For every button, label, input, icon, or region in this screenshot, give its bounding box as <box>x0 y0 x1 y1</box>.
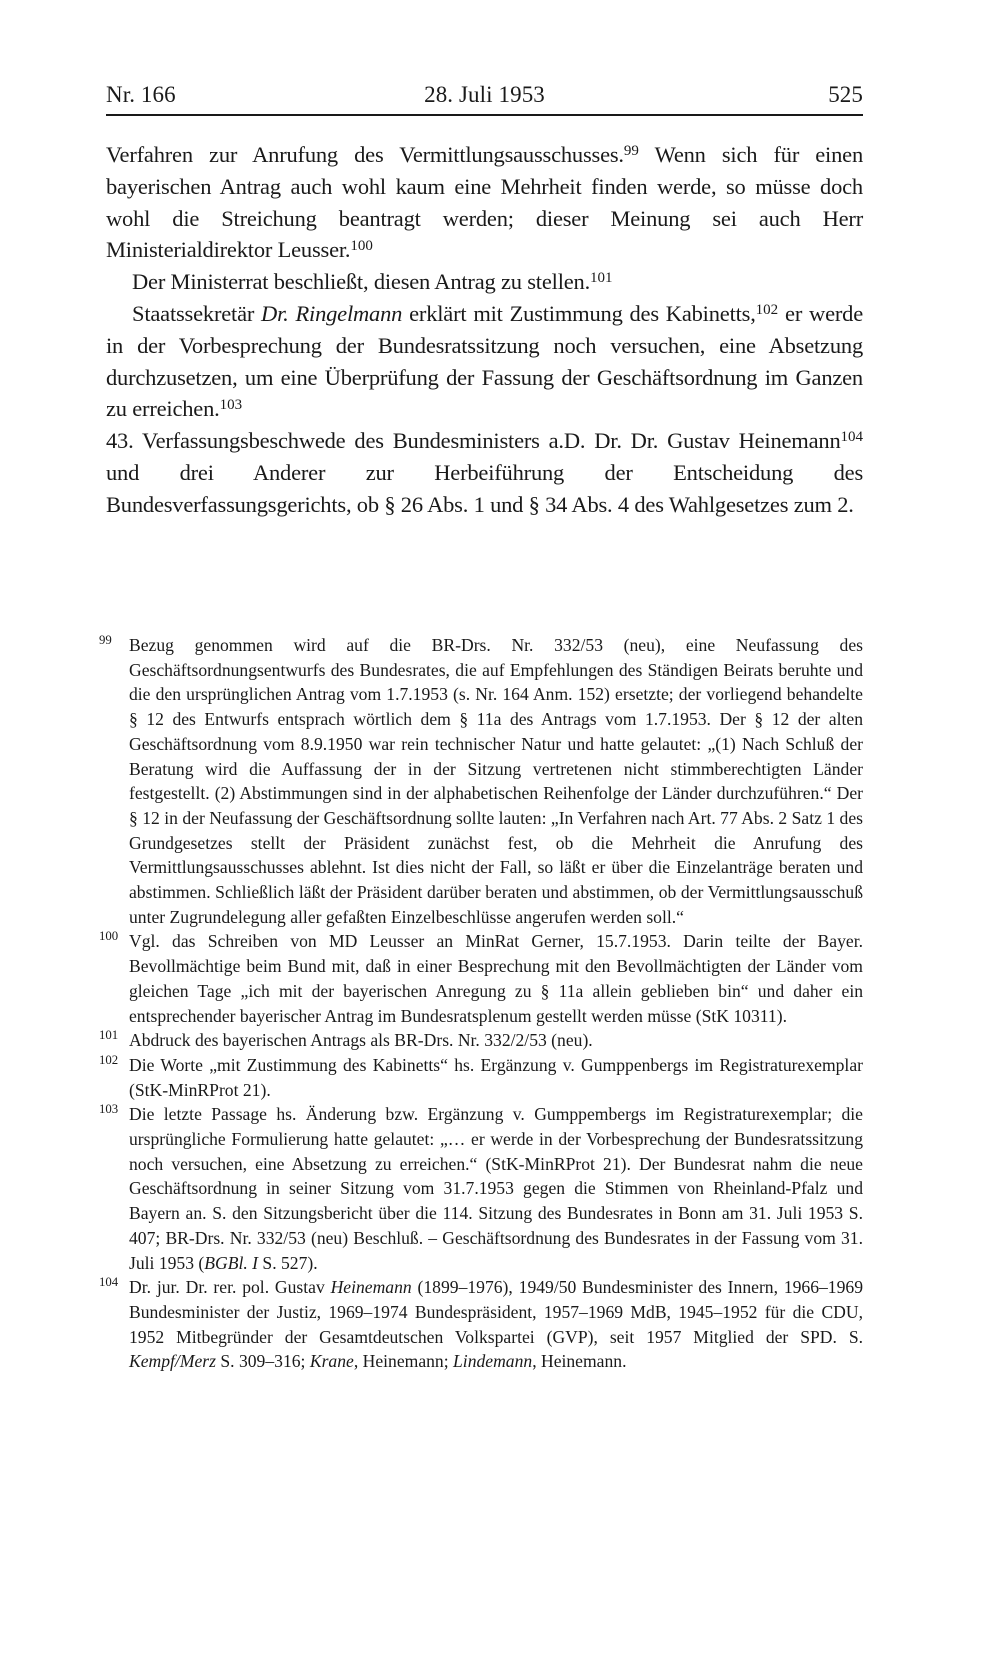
footnote-ref: 100 <box>350 238 373 255</box>
text-run: (1899–1976), 1949/50 Bundesminister des Innern, 1966–1969 Bundesminister der Justiz, 1969–1974 Bundespräsident, 1957–1969 MdB, 1945–1952 für die CDU, 1952 Mitbegründer der Gesamtdeutschen Volkspartei (GVP), seit 1957 Mitglied der SPD. S. <box>129 1277 863 1347</box>
text-run: Die letzte Passage hs. Änderung bzw. Ergänzung v. Gumppembergs im Registraturexemplar; die ursprüngliche Formulierung hatte gelautet: „… er werde in der Vorbesprechung der Bundesratssitzung noch versuchen, eine Absetzung zu erreichen.“ (StK-MinRProt 21). Der Bundesrat nahm die neue Geschäftsordnung in seiner Sitzung vom 31.7.1953 gegen die Stimmen von Rheinland-Pfalz und Bayern an. S. den Sitzungsbericht über die 114. Sitzung des Bundesrates in Bonn am 31. Juli 1953 S. 407; BR-Drs. Nr. 332/53 (neu) Beschluß. – Geschäftsordnung des Bundesrates in der Fassung vom 31. Juli 1953 ( <box>129 1104 863 1273</box>
footnote-number: 104 <box>99 1275 119 1290</box>
footnote-number: 102 <box>99 1052 119 1067</box>
footnote-number: 99 <box>99 633 112 647</box>
italic-text: Krane <box>309 1351 354 1372</box>
footnote <box>99 1275 863 1374</box>
text-run: Bezug genommen wird auf die BR-Drs. Nr. 332/53 (neu), eine Neufassung des Geschäftsordnungsentwurfs des Bundesrates, die auf Empfehlungen des Ständigen Beirats beruhte und die den ursprünglichen Antrag vom 1.7.1953 (s. Nr. 164 Anm. 152) ersetzte; der vorliegend behandelte § 12 des Entwurfs entsprach wörtlich dem § 11a des Antrags vom 1.7.1953. Der § 12 der alten Geschäftsordnung vom 8.9.1950 war rein technischer Natur und hatte gelautet: „(1) Nach Schluß der Beratung wird die Auffassung der in der Sitzung vertretenen nicht stimmberechtigten Länder festgestellt. (2) Abstimmungen sind in der alphabetischen Reihenfolge der Länder durchzuführen.“ Der § 12 in der Neufassung der Geschäftsordnung sollte lauten: „In Verfahren nach Art. 77 Abs. 2 Satz 1 des Grundgesetzes stellt der Präsident zunächst fest, ob die Mehrheit die Anrufung des Vermittlungsausschusses ablehnt. Ist dies nicht der Fall, so läßt er über die Einzelanträge beraten und abstimmen. Schließlich läßt der Präsident darüber beraten und abstimmen, ob der Vermittlungsausschuß unter Zugrundelegung aller gefaßten Einzelbeschlüsse angerufen werden soll.“ <box>129 635 863 927</box>
footnote-ref: 99 <box>623 143 639 159</box>
header-rule <box>106 114 863 116</box>
footnote-number: 103 <box>99 1102 119 1117</box>
text-run: Abdruck des bayerischen Antrags als BR-Drs. Nr. 332/2/53 (neu). <box>129 1030 593 1051</box>
footnote <box>99 1028 863 1053</box>
footnote <box>99 633 863 929</box>
footnote <box>99 929 863 1028</box>
text-run: Der Ministerrat beschließt, diesen Antrag zu stellen. <box>132 269 591 295</box>
footnote <box>99 1052 863 1102</box>
italic-text: Dr. Ringelmann <box>261 300 403 326</box>
running-head-date: 28. Juli 1953 <box>424 82 545 107</box>
footnote-text <box>129 931 863 1025</box>
italic-text: Kempf/Merz <box>129 1351 216 1372</box>
footnote-number: 100 <box>99 929 119 944</box>
paragraph <box>106 266 863 298</box>
body-text <box>106 139 863 521</box>
footnote-text <box>129 1055 863 1100</box>
footnote-text <box>129 635 863 927</box>
text-run: 43. Verfassungsbeschwede des Bundesministers a.D. Dr. Dr. Gustav Heinemann <box>106 428 841 454</box>
text-run: und drei Anderer zur Herbeiführung der Entscheidung des Bundesverfassungsgerichts, ob § 26 Abs. 1 und § 34 Abs. 4 des Wahlgesetzes zum 2. <box>106 459 863 517</box>
paragraph <box>106 139 863 266</box>
running-head-document-number: Nr. 166 <box>106 82 176 107</box>
text-run: Wenn sich für einen bayerischen Antrag auch wohl kaum eine Mehrheit finden werde, so müsse doch wohl die Streichung beantragt werden; dieser Meinung sei auch Herr Ministerialdirektor Leusser. <box>106 142 863 263</box>
italic-text: Lindemann <box>453 1351 533 1372</box>
footnote-text <box>129 1277 863 1371</box>
text-run: S. 527). <box>258 1252 318 1273</box>
footnote-number: 101 <box>99 1028 119 1043</box>
footnote-ref: 104 <box>840 429 863 446</box>
italic-text: BGBl. I <box>204 1252 259 1273</box>
footnote <box>99 1102 863 1275</box>
italic-text: Heinemann <box>330 1277 412 1298</box>
footnote-text <box>129 1030 593 1050</box>
text-run: Verfahren zur Anrufung des Vermittlungsausschusses. <box>106 142 624 167</box>
text-run: S. 309–316; <box>215 1351 310 1372</box>
text-run: , Heinemann; <box>353 1351 454 1372</box>
paragraph <box>106 298 863 425</box>
footnote-ref: 103 <box>219 397 243 414</box>
text-run: erklärt mit Zustimmung des Kabinetts, <box>402 300 756 326</box>
text-run: , Heinemann. <box>532 1351 627 1372</box>
page-number: 525 <box>828 82 863 107</box>
text-run: Die Worte „mit Zustimmung des Kabinetts“ hs. Ergänzung v. Gumppenbergs im Registraturexemplar (StK-MinRProt 21). <box>129 1054 863 1100</box>
text-run: Dr. jur. Dr. rer. pol. Gustav <box>129 1277 331 1298</box>
text-run: er werde in der Vorbesprechung der Bundesratssitzung noch versuchen, eine Absetzung durchzusetzen, um eine Überprüfung der Fassung der Geschäftsordnung im Ganzen zu erreichen. <box>106 300 863 422</box>
footnote-text <box>129 1104 863 1272</box>
text-run: Vgl. das Schreiben von MD Leusser an MinRat Gerner, 15.7.1953. Darin teilte der Bayer. Bevollmächtige beim Bund mit, daß in einer Besprechung mit den Bevollmächtigten der Länder vom gleichen Tage „ich mit der bayerischen Anregung zu § 11a allein geblieben bin“ und daher ein entsprechender bayerischer Antrag im Bundesratsplenum gestellt werden müsse (StK 10311). <box>129 931 863 1026</box>
paragraph <box>106 425 863 520</box>
footnote-ref: 101 <box>590 270 613 287</box>
running-head <box>106 82 863 112</box>
text-run: Staatssekretär <box>132 300 262 326</box>
footnotes <box>99 633 863 1374</box>
footnote-ref: 102 <box>755 301 779 318</box>
